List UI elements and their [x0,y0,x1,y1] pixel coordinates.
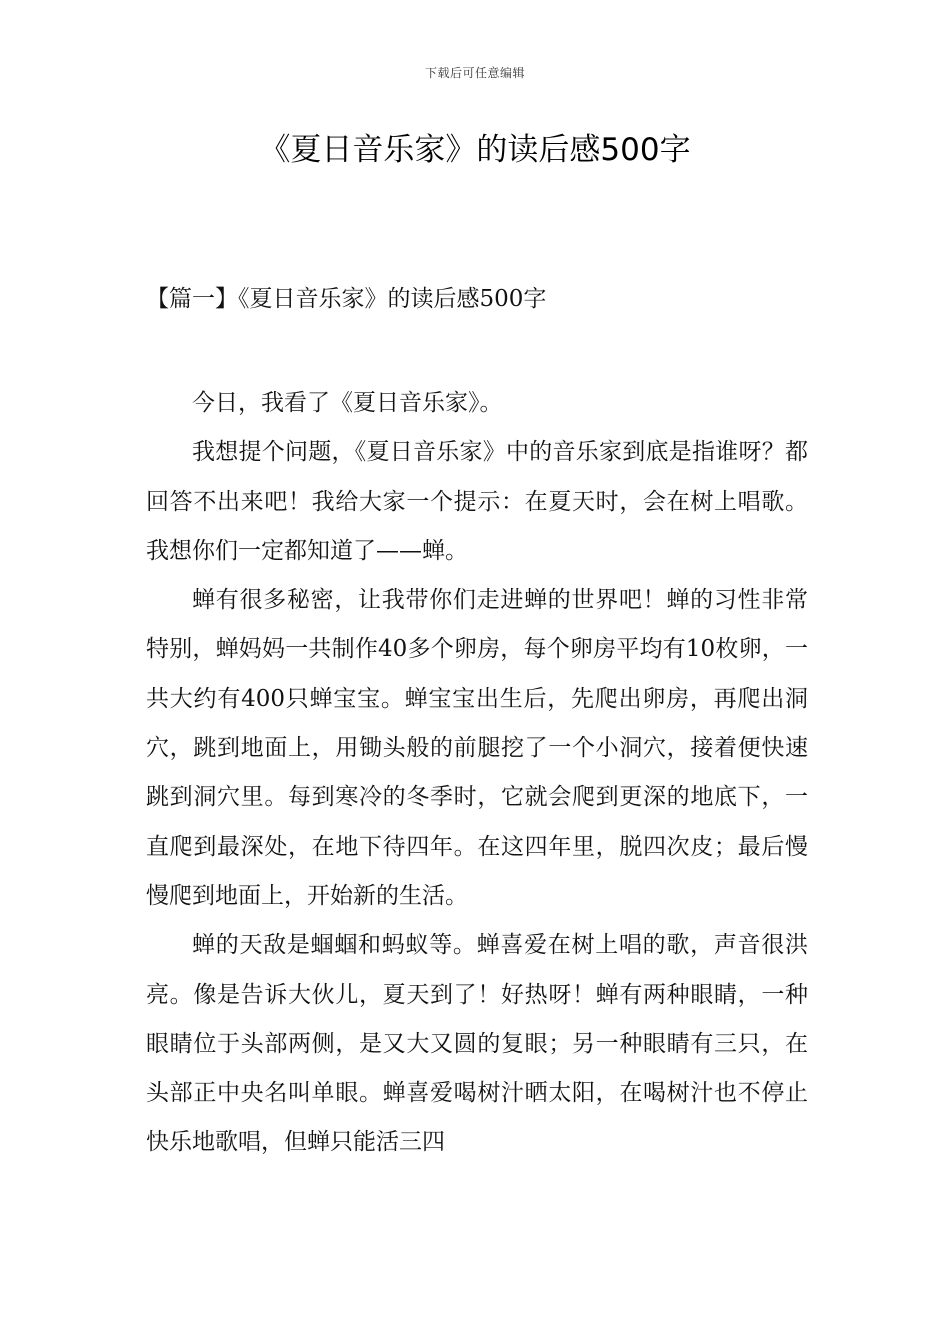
section-heading: 【篇一】《夏日音乐家》的读后感500字 [146,286,547,312]
header-note: 下载后可任意编辑 [424,66,525,80]
paragraph-habits: 蝉的天敌是蝈蝈和蚂蚁等。蝉喜爱在树上唱的歌，声音很洪亮。像是告诉大伙儿，夏天到了！好热呀！蝉有两种眼睛，一种眼睛位于头部两侧，是又大又圆的复眼；另一种眼睛有三只，在头部正中央名叫单眼。蝉喜爱喝树汁晒太阳，在喝树汁也不停止快乐地歌唱，但蝉只能活三四 [146,932,808,1156]
paragraph-question: 我想提个问题，《夏日音乐家》中的音乐家到底是指谁呀？都回答不出来吧！我给大家一个提示：在夏天时，会在树上唱歌。我想你们一定都知道了——蝉。 [146,439,808,564]
paragraph-life-cycle: 蝉有很多秘密，让我带你们走进蝉的世界吧！蝉的习性非常特别，蝉妈妈一共制作40多个卵房，每个卵房平均有10枚卵，一共大约有400只蝉宝宝。蝉宝宝出生后，先爬出卵房，再爬出洞穴，跳到地面上，用锄头般的前腿挖了一个小洞穴，接着便快速跳到洞穴里。每到寒冷的冬季时，它就会爬到更深的地底下，一直爬到最深处，在地下待四年。在这四年里，脱四次皮；最后慢慢爬到地面上，开始新的生活。 [146,587,808,909]
document-body [146,379,808,1168]
document-title: 《夏日音乐家》的读后感500字 [259,132,691,168]
paragraph-intro: 今日，我看了《夏日音乐家》。 [192,390,503,416]
